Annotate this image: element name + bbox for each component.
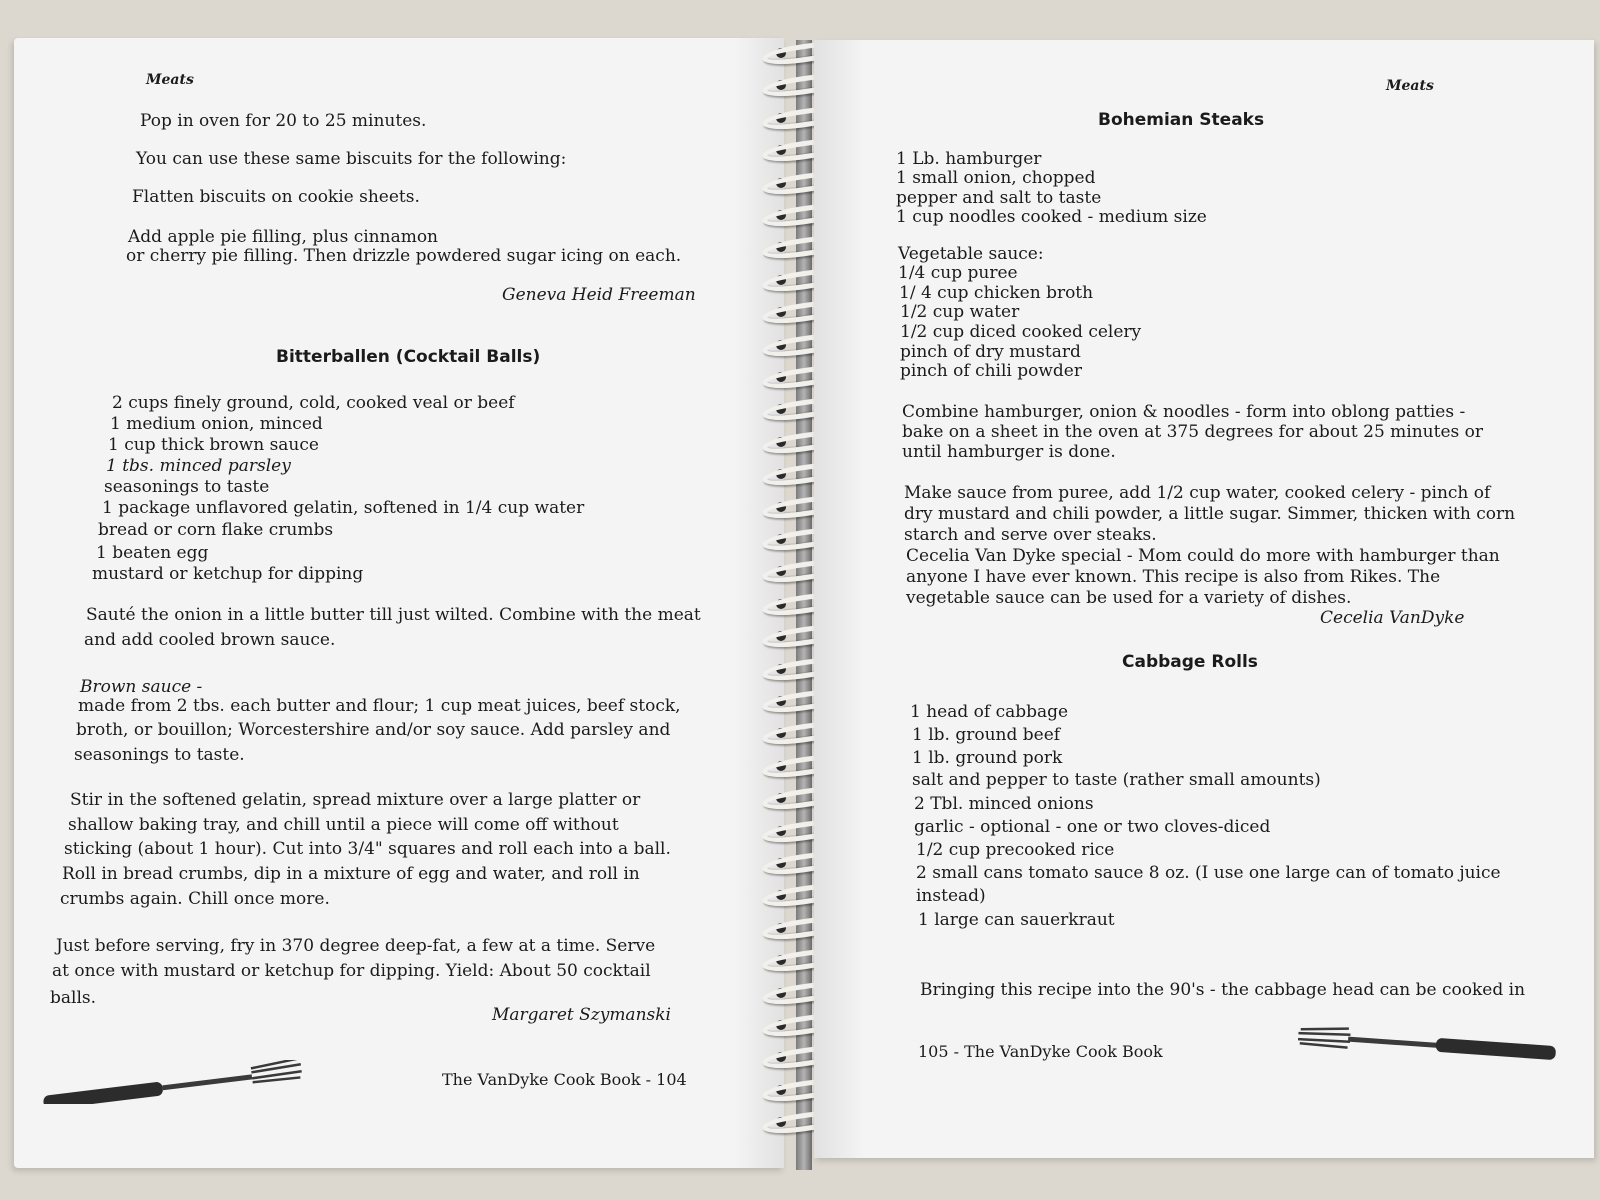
direction-line: seasonings to taste.	[74, 745, 245, 765]
intro-line: Pop in oven for 20 to 25 minutes.	[140, 111, 427, 131]
ingredient-line: 1/2 cup precooked rice	[916, 840, 1115, 860]
intro-line: You can use these same biscuits for the following:	[136, 149, 567, 169]
ingredient-line: 1 lb. ground pork	[912, 748, 1063, 768]
direction-line: Roll in bread crumbs, dip in a mixture of egg and water, and roll in	[62, 864, 640, 884]
intro-line: Add apple pie filling, plus cinnamon	[128, 227, 439, 247]
ingredient-line: 2 cups finely ground, cold, cooked veal or beef	[112, 393, 515, 413]
ingredient-line: seasonings to taste	[104, 477, 270, 497]
direction-line: starch and serve over steaks.	[904, 525, 1157, 545]
intro-author: Geneva Heid Freeman	[502, 285, 696, 305]
ingredient-line: mustard or ketchup for dipping	[92, 564, 364, 584]
direction-line: dry mustard and chili powder, a little sugar. Simmer, thicken with corn	[904, 504, 1516, 524]
ingredient-line: 1 package unflavored gelatin, softened in 1/4 cup water	[102, 498, 585, 518]
recipe-title: Bohemian Steaks	[1098, 110, 1265, 130]
ingredient-line: 1 tbs. minced parsley	[106, 456, 291, 476]
direction-line: Just before serving, fry in 370 degree deep-fat, a few at a time. Serve	[56, 936, 656, 956]
direction-line: balls.	[50, 988, 97, 1008]
ingredient-line: 1 small onion, chopped	[896, 168, 1096, 188]
ingredient-line: 1 medium onion, minced	[110, 414, 323, 434]
ingredient-line: 1 large can sauerkraut	[918, 910, 1115, 930]
direction-line: anyone I have ever known. This recipe is also from Rikes. The	[906, 567, 1441, 587]
direction-line: bake on a sheet in the oven at 375 degrees for about 25 minutes or	[902, 422, 1484, 442]
ingredient-line: 1 Lb. hamburger	[896, 149, 1042, 169]
sauce-heading: Vegetable sauce:	[898, 244, 1044, 264]
ingredient-line: 2 Tbl. minced onions	[914, 794, 1094, 814]
ingredient-line: salt and pepper to taste (rather small amounts)	[912, 770, 1321, 790]
direction-line: at once with mustard or ketchup for dipping. Yield: About 50 cocktail	[52, 961, 651, 981]
ingredient-line: 1 head of cabbage	[910, 702, 1069, 722]
sauce-ingredient: 1/2 cup water	[900, 302, 1020, 322]
sauce-ingredient: 1/4 cup puree	[898, 263, 1018, 283]
direction-line: crumbs again. Chill once more.	[60, 889, 330, 909]
ingredient-line: 1 cup noodles cooked - medium size	[896, 207, 1207, 227]
recipe-title: Bitterballen (Cocktail Balls)	[276, 347, 541, 367]
fork-icon	[1290, 1022, 1560, 1066]
gutter-shadow	[814, 40, 864, 1158]
ingredient-line: bread or corn flake crumbs	[98, 520, 334, 540]
ingredient-line: instead)	[916, 886, 986, 906]
note-line: Bringing this recipe into the 90's - the cabbage head can be cooked in	[920, 980, 1526, 1000]
right-page	[814, 40, 1594, 1158]
fork-icon	[38, 1060, 308, 1104]
direction-line: sticking (about 1 hour). Cut into 3/4" squares and roll each into a ball.	[64, 839, 671, 859]
page-footer: The VanDyke Cook Book - 104	[442, 1070, 687, 1089]
direction-line: Cecelia Van Dyke special - Mom could do more with hamburger than	[906, 546, 1500, 566]
intro-line: or cherry pie filling. Then drizzle powdered sugar icing on each.	[126, 246, 682, 266]
direction-line: Stir in the softened gelatin, spread mixture over a large platter or	[70, 790, 641, 810]
intro-line: Flatten biscuits on cookie sheets.	[132, 187, 420, 207]
direction-line: made from 2 tbs. each butter and flour; 1 cup meat juices, beef stock,	[78, 696, 681, 716]
direction-line: Make sauce from puree, add 1/2 cup water, cooked celery - pinch of	[904, 483, 1491, 503]
ingredient-line: 2 small cans tomato sauce 8 oz. (I use one large can of tomato juice	[916, 863, 1501, 883]
recipe-author: Cecelia VanDyke	[1320, 608, 1465, 628]
direction-line: and add cooled brown sauce.	[84, 630, 336, 650]
direction-line: until hamburger is done.	[902, 442, 1116, 462]
sauce-ingredient: pinch of chili powder	[900, 361, 1082, 381]
direction-line: broth, or bouillon; Worcestershire and/or soy sauce. Add parsley and	[76, 720, 671, 740]
direction-line: Sauté the onion in a little butter till just wilted. Combine with the meat	[86, 605, 701, 625]
recipe-title: Cabbage Rolls	[1122, 652, 1258, 672]
direction-line: Combine hamburger, onion & noodles - form into oblong patties -	[902, 402, 1466, 422]
direction-line: Brown sauce -	[80, 677, 203, 697]
direction-line: vegetable sauce can be used for a variety of dishes.	[906, 588, 1352, 608]
page-footer: 105 - The VanDyke Cook Book	[918, 1042, 1163, 1061]
ingredient-line: pepper and salt to taste	[896, 188, 1102, 208]
sauce-ingredient: 1/2 cup diced cooked celery	[900, 322, 1142, 342]
ingredient-line: 1 cup thick brown sauce	[108, 435, 319, 455]
page-header: Meats	[1386, 78, 1434, 94]
ingredient-line: 1 beaten egg	[96, 543, 209, 563]
recipe-author: Margaret Szymanski	[492, 1005, 671, 1025]
page-header: Meats	[146, 72, 194, 88]
sauce-ingredient: pinch of dry mustard	[900, 342, 1081, 362]
ingredient-line: garlic - optional - one or two cloves-diced	[914, 817, 1271, 837]
ingredient-line: 1 lb. ground beef	[912, 725, 1061, 745]
left-page	[14, 38, 784, 1168]
sauce-ingredient: 1/ 4 cup chicken broth	[899, 283, 1094, 303]
direction-line: shallow baking tray, and chill until a piece will come off without	[68, 815, 619, 835]
